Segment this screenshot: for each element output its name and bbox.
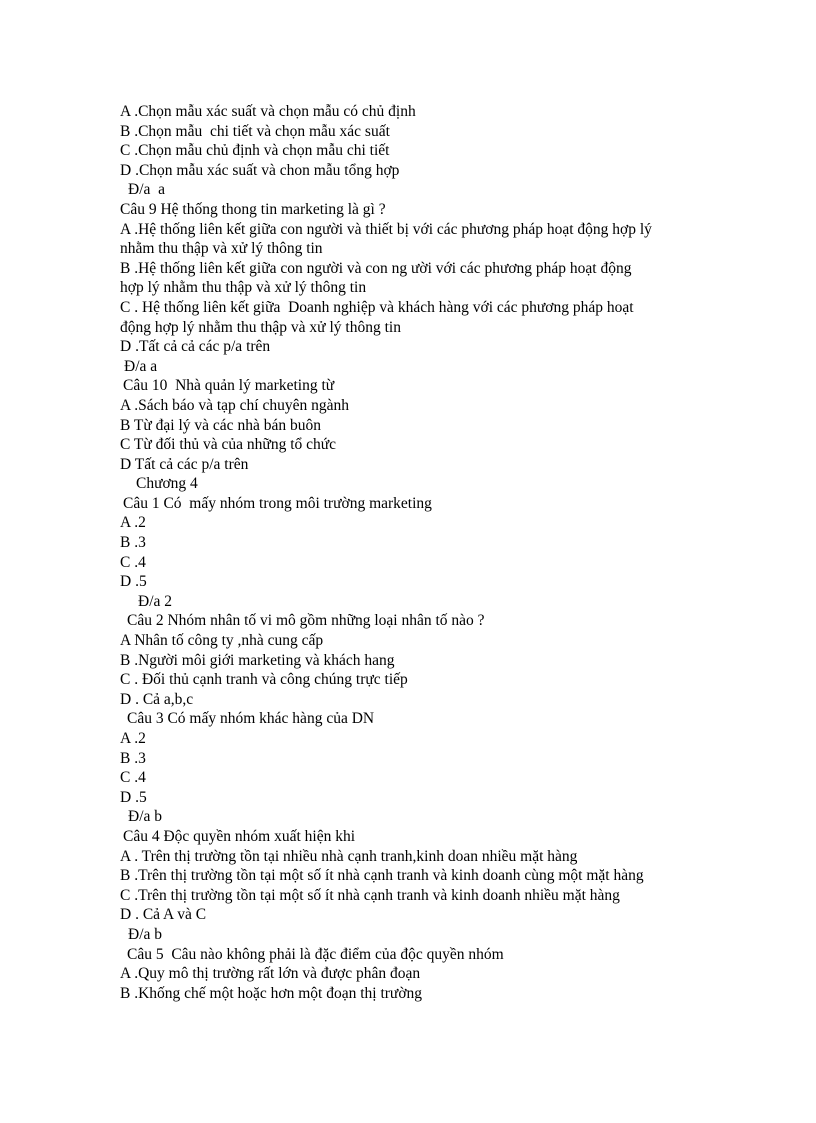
option-d: D . Cả A và C <box>120 906 207 924</box>
option-c: C Từ đối thủ và của những tổ chức <box>120 436 337 454</box>
option-a: A .2 <box>120 514 146 532</box>
option-a-continued: nhằm thu thập và xử lý thông tin <box>120 240 323 258</box>
option-c: C .Chọn mẫu chủ định và chọn mẫu chi tiết <box>120 142 390 160</box>
question-2: Câu 2 Nhóm nhân tố vi mô gồm những loại nhân tố nào ? <box>127 612 485 630</box>
option-d: D .5 <box>120 573 147 591</box>
option-a: A . Trên thị trường tồn tại nhiều nhà cạnh tranh,kinh doan nhiều mặt hàng <box>120 847 578 865</box>
option-b: B .Người môi giới marketing và khách hang <box>120 651 395 669</box>
answer-line: Đ/a 2 <box>138 592 173 610</box>
option-c: C . Hệ thống liên kết giữa Doanh nghiệp và khách hàng với các phương pháp hoạt <box>120 298 634 316</box>
answer-line: Đ/a a <box>124 357 158 375</box>
option-b: B .Hệ thống liên kết giữa con người và con ng ười với các phương pháp hoạt động <box>120 259 632 277</box>
option-c: C . Đối thủ cạnh tranh và công chúng trực tiếp <box>120 671 408 689</box>
document-body <box>120 102 720 1003</box>
option-a: A .2 <box>120 730 146 747</box>
option-a: A .Hệ thống liên kết giữa con người và thiết bị với các phương pháp hoạt động hợp lý <box>120 220 652 238</box>
option-b: B .3 <box>120 749 146 767</box>
option-b: B .3 <box>120 534 146 552</box>
option-b: B .Chọn mẫu chi tiết và chọn mẫu xác suất <box>120 122 390 140</box>
option-a: A Nhân tố công ty ,nhà cung cấp <box>120 632 324 650</box>
question-10: Câu 10 Nhà quản lý marketing từ <box>123 377 335 395</box>
option-b: B .Khống chế một hoặc hơn một đoạn thị trường <box>120 984 423 1002</box>
option-b: B Từ đại lý và các nhà bán buôn <box>120 416 321 434</box>
option-d: D Tất cả các p/a trên <box>120 455 249 473</box>
option-c: C .4 <box>120 553 146 571</box>
question-1: Câu 1 Có mấy nhóm trong môi trường marketing <box>123 494 432 512</box>
question-9: Câu 9 Hệ thống thong tin marketing là gì ? <box>120 200 386 218</box>
question-4: Câu 4 Độc quyền nhóm xuất hiện khi <box>123 827 356 845</box>
option-a: A .Chọn mẫu xác suất và chọn mẫu có chủ định <box>120 103 416 120</box>
question-5: Câu 5 Câu nào không phải là đặc điểm của độc quyền nhóm <box>127 945 504 963</box>
option-a: A .Quy mô thị trường rất lớn và được phân đoạn <box>120 965 421 983</box>
option-d: D . Cả a,b,c <box>120 690 194 708</box>
chapter-heading: Chương 4 <box>136 475 198 493</box>
option-b-continued: hợp lý nhằm thu thập và xử lý thông tin <box>120 279 367 297</box>
option-d: D .5 <box>120 788 147 806</box>
answer-line: Đ/a b <box>128 808 163 826</box>
option-c: C .4 <box>120 769 146 787</box>
option-c: C .Trên thị trường tồn tại một số ít nhà cạnh tranh và kinh doanh nhiều mặt hàng <box>120 886 620 904</box>
answer-line: Đ/a b <box>128 925 163 943</box>
option-d: D .Tất cả cả các p/a trên <box>120 338 271 356</box>
option-c-continued: động hợp lý nhằm thu thập và xử lý thông tin <box>120 318 401 336</box>
option-a: A .Sách báo và tạp chí chuyên ngành <box>120 396 349 414</box>
question-3: Câu 3 Có mấy nhóm khác hàng của DN <box>127 710 375 728</box>
option-d: D .Chọn mẫu xác suất và chon mẫu tổng hợp <box>120 161 400 179</box>
answer-line: Đ/a a <box>128 181 166 199</box>
option-b: B .Trên thị trường tồn tại một số ít nhà cạnh tranh và kinh doanh cùng một mặt hàng <box>120 867 644 885</box>
